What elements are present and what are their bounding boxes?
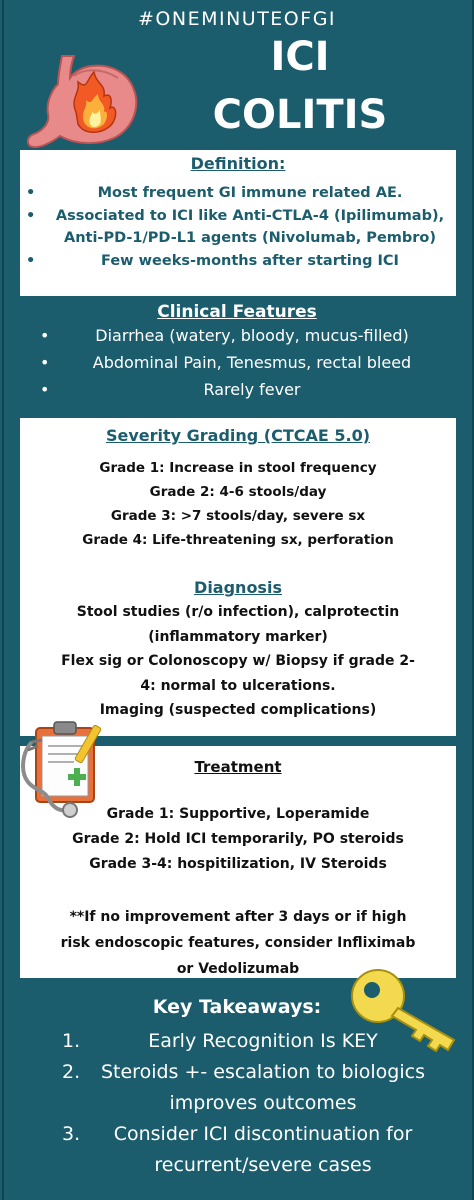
- list-item: • Most frequent GI immune related AE.: [20, 182, 456, 205]
- severity-lines: [20, 456, 456, 552]
- bullet: •: [26, 252, 36, 269]
- treatment-note-line: risk endoscopic features, consider Infliximab: [60, 935, 416, 951]
- key-icon: [342, 962, 472, 1054]
- hashtag: #ONEMINUTEOFGI: [137, 8, 337, 30]
- bullet: •: [40, 326, 50, 345]
- bullet: •: [40, 353, 50, 372]
- severity-line: Grade 2: 4-6 stools/day: [149, 484, 327, 500]
- definition-list: [20, 182, 456, 272]
- list-item: • Abdominal Pain, Tenesmus, rectal bleed: [0, 349, 474, 376]
- severity-line: Grade 1: Increase in stool frequency: [99, 460, 377, 476]
- item-number: 3.: [62, 1123, 81, 1145]
- diagnosis-lines: [20, 600, 456, 723]
- list-item: • Associated to ICI like Anti-CTLA-4 (Ipilimumab), Anti-PD-1/PD-L1 agents (Nivolumab, Pembro): [20, 205, 456, 250]
- bullet: •: [40, 380, 50, 399]
- item-number: 1.: [62, 1030, 81, 1052]
- list-item: • Rarely fever: [0, 376, 474, 403]
- title-line-2: COLITIS: [212, 92, 388, 138]
- diagnosis-line: 4: normal to ulcerations.: [140, 677, 336, 694]
- treatment-line: Grade 3-4: hospitilization, IV Steroids: [89, 856, 387, 872]
- item-number: 2.: [62, 1061, 81, 1083]
- treatment-line: Grade 1: Supportive, Loperamide: [106, 806, 370, 822]
- list-item: 2. Steroids +- escalation to biologics improves outcomes: [0, 1057, 474, 1119]
- diagnosis-line: Flex sig or Colonoscopy w/ Biopsy if grade 2-: [61, 653, 415, 669]
- severity-line: Grade 3: >7 stools/day, severe sx: [110, 508, 366, 524]
- diagnosis-line: Imaging (suspected complications): [99, 702, 377, 718]
- bullet: •: [26, 207, 36, 224]
- list-item: • Few weeks-months after starting ICI: [20, 250, 456, 273]
- key-takeaways-heading: Key Takeaways:: [152, 996, 322, 1018]
- clinical-features-heading: Clinical Features: [157, 302, 317, 322]
- diagnosis-heading: Diagnosis: [194, 578, 282, 597]
- severity-heading: Severity Grading (CTCAE 5.0): [105, 426, 371, 445]
- treatment-note-line: **If no improvement after 3 days or if high: [69, 909, 407, 925]
- definition-heading: Definition:: [190, 154, 286, 173]
- list-item: • Diarrhea (watery, bloody, mucus-filled): [0, 322, 474, 349]
- stomach-fire-icon: [22, 50, 144, 150]
- bullet: •: [26, 185, 36, 201]
- clipboard-stethoscope-icon: [18, 712, 114, 824]
- treatment-note-line: or Vedolizumab: [176, 961, 300, 977]
- severity-diagnosis-card: [20, 418, 456, 736]
- clinical-features-list: [0, 322, 474, 403]
- treatment-heading: Treatment: [194, 758, 282, 776]
- treatment-line: Grade 2: Hold ICI temporarily, PO steroids: [72, 831, 404, 847]
- diagnosis-line: Stool studies (r/o infection), calprotectin: [76, 604, 400, 620]
- severity-line: Grade 4: Life-threatening sx, perforation: [82, 532, 394, 548]
- diagnosis-line: (inflammatory marker): [148, 628, 328, 645]
- list-item: 1. Early Recognition Is KEY: [0, 1026, 474, 1057]
- definition-card: [20, 150, 456, 296]
- list-item: 3. Consider ICI discontinuation for recurrent/severe cases: [0, 1119, 474, 1181]
- title-line-1: ICI: [270, 34, 330, 80]
